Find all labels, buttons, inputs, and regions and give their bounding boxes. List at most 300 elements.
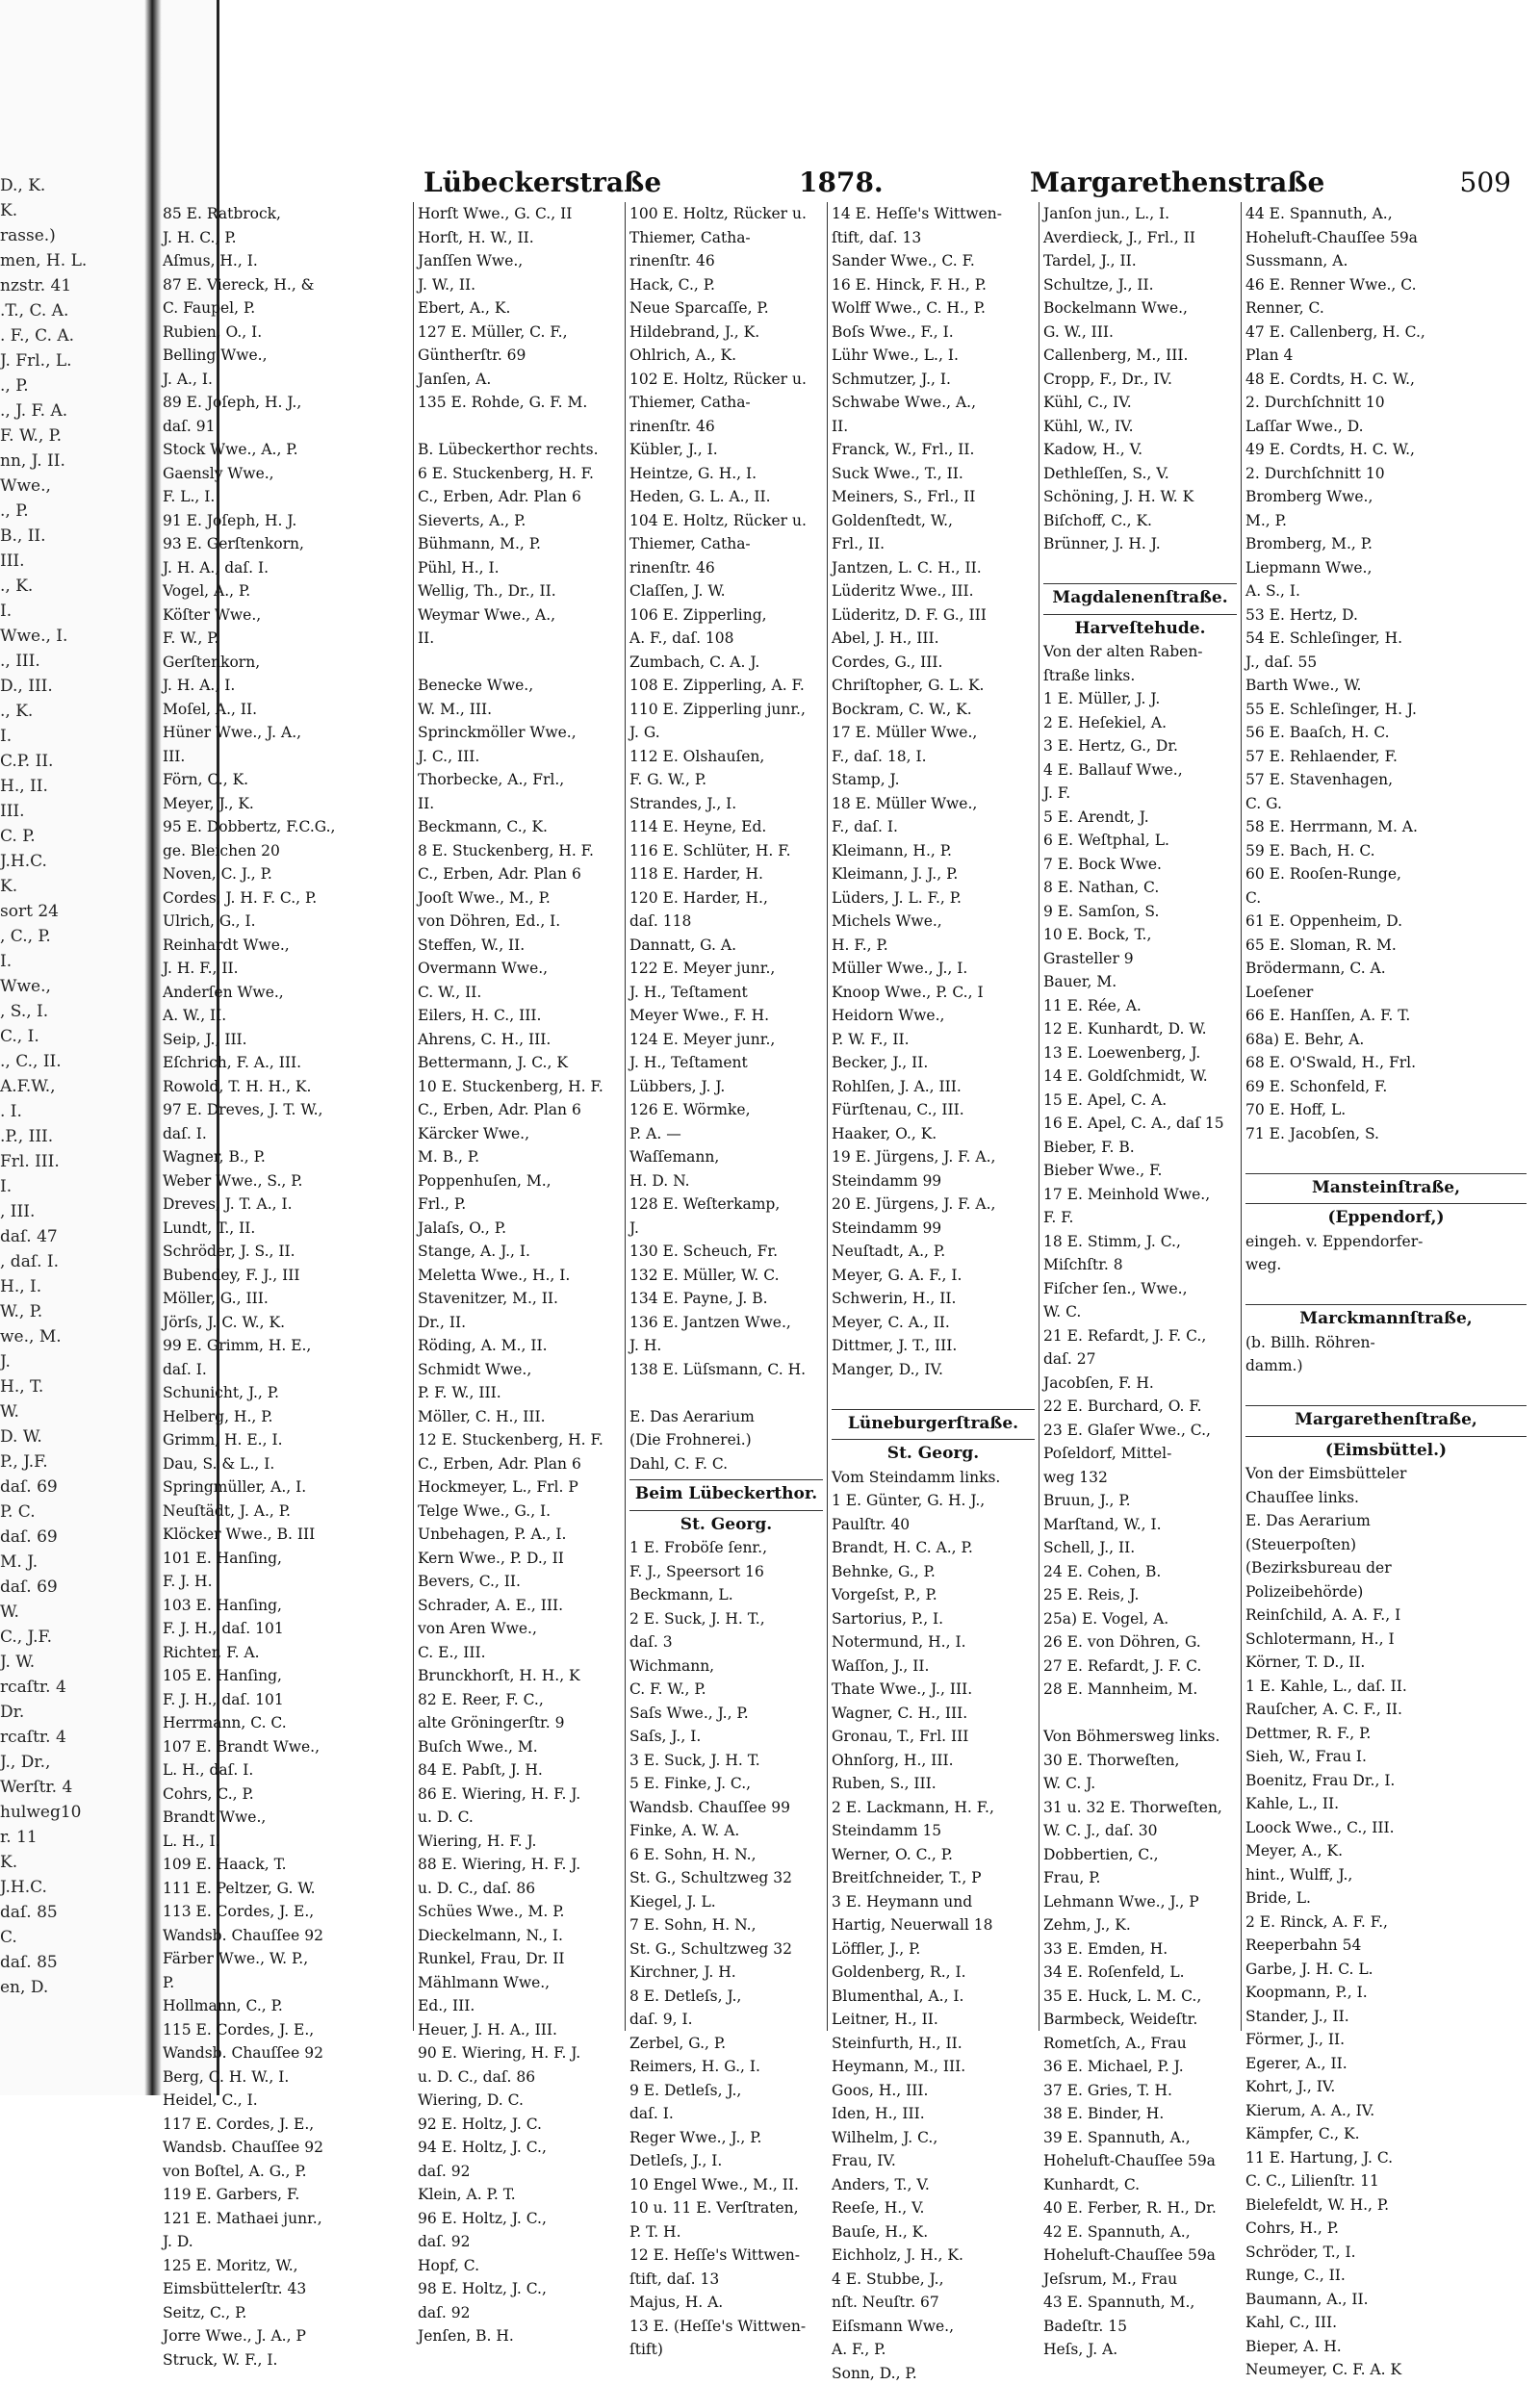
directory-entry: 89 E. Joſeph, H. J., xyxy=(163,391,409,415)
directory-entry: 27 E. Refardt, J. F. C. xyxy=(1043,1654,1237,1679)
directory-entry: 20 E. Jürgens, J. F. A., xyxy=(832,1192,1035,1217)
directory-entry: 24 E. Cohen, B. xyxy=(1043,1560,1237,1584)
directory-entry: Thiemer, Catha- xyxy=(629,532,823,556)
directory-entry: Schmidt Wwe., xyxy=(418,1358,621,1382)
directory-entry: 8 E. Detleſs, J., xyxy=(629,1985,823,2009)
directory-entry: Meyer, J., K. xyxy=(163,792,409,816)
directory-entry: Brandt Wwe., xyxy=(163,1806,409,1830)
directory-entry: A. W., II. xyxy=(163,1004,409,1028)
directory-entry: Buſch Wwe., M. xyxy=(418,1735,621,1759)
directory-entry: II. xyxy=(418,792,621,816)
directory-entry: 122 E. Meyer junr., xyxy=(629,957,823,981)
directory-entry: J. xyxy=(629,1217,823,1241)
directory-entry: J. G. xyxy=(629,721,823,745)
directory-entry: Kühl, W., IV. xyxy=(1043,415,1237,439)
directory-entry: Laſſar Wwe., D. xyxy=(1245,415,1527,439)
directory-entry: 16 E. Apel, C. A., daſ 15 xyxy=(1043,1112,1237,1136)
directory-entry: Stander, J., II. xyxy=(1245,2005,1527,2029)
directory-entry: H. D. N. xyxy=(629,1169,823,1193)
directory-entry: Heuer, J. H. A., III. xyxy=(418,2018,621,2042)
directory-entry: 101 E. Hanſing, xyxy=(163,1547,409,1571)
column-5 xyxy=(1040,202,1242,2031)
directory-entry: 127 E. Müller, C. F., xyxy=(418,321,621,345)
directory-entry xyxy=(418,651,621,675)
directory-entry: 12 E. Kunhardt, D. W. xyxy=(1043,1017,1237,1041)
directory-entry: J. A., I. xyxy=(163,368,409,392)
directory-entry: C., Erben, Adr. Plan 6 xyxy=(418,485,621,509)
directory-entry: Cordes, J. H. F. C., P. xyxy=(163,886,409,910)
directory-entry: Kirchner, J. H. xyxy=(629,1961,823,1985)
directory-entry: Schües Wwe., M. P. xyxy=(418,1900,621,1924)
directory-entry: Seip, J., III. xyxy=(163,1028,409,1052)
directory-entry: 30 E. Thorweſten, xyxy=(1043,1749,1237,1773)
directory-entry: ſtraße links. xyxy=(1043,664,1237,688)
directory-entry: 102 E. Holtz, Rücker u. xyxy=(629,368,823,392)
directory-entry xyxy=(832,1381,1035,1405)
header-street-left: Lübeckerstraße xyxy=(424,167,661,198)
directory-entry: 115 E. Cordes, J. E., xyxy=(163,2018,409,2042)
directory-entry: Sander Wwe., C. F. xyxy=(832,249,1035,273)
directory-entry: 135 E. Rohde, G. F. M. xyxy=(418,391,621,415)
directory-entry: Loock Wwe., C., III. xyxy=(1245,1816,1527,1840)
directory-entry: Garbe, J. H. C. L. xyxy=(1245,1958,1527,1982)
directory-entry: M., P. xyxy=(1245,509,1527,533)
directory-entry: 118 E. Harder, H. xyxy=(629,862,823,886)
directory-entry: 126 E. Wörmke, xyxy=(629,1098,823,1122)
directory-entry: Grasteller 9 xyxy=(1043,947,1237,971)
directory-entry: 108 E. Zipperling, A. F. xyxy=(629,674,823,698)
directory-entry: Runge, C., II. xyxy=(1245,2264,1527,2288)
directory-entry: B. Lübeckerthor rechts. xyxy=(418,438,621,462)
directory-entry: Boſs Wwe., F., I. xyxy=(832,321,1035,345)
directory-entry: Leitner, H., II. xyxy=(832,2008,1035,2032)
directory-entry: 120 E. Harder, H., xyxy=(629,886,823,910)
directory-entry: ſtift, daſ. 13 xyxy=(832,226,1035,250)
directory-entry: J. C., III. xyxy=(418,745,621,769)
directory-entry: Grimm, H. E., I. xyxy=(163,1428,409,1452)
directory-entry: Bubendey, F. J., III xyxy=(163,1264,409,1288)
directory-entry: Bauſe, H., K. xyxy=(832,2220,1035,2244)
directory-entry: J. H. F., II. xyxy=(163,957,409,981)
directory-entry: Beckmann, L. xyxy=(629,1583,823,1607)
directory-entry xyxy=(1245,1378,1527,1402)
directory-entry: W. C. xyxy=(1043,1300,1237,1324)
directory-entry: Gerſtenkorn, xyxy=(163,651,409,675)
directory-entry: 66 E. Hanſſen, A. F. T. xyxy=(1245,1004,1527,1028)
directory-entry: Steindamm 99 xyxy=(832,1217,1035,1241)
directory-entry: Möller, C. H., III. xyxy=(418,1405,621,1429)
directory-entry: 116 E. Schlüter, H. F. xyxy=(629,839,823,863)
directory-entry: 86 E. Wiering, H. F. J. xyxy=(418,1782,621,1807)
directory-entry: F. F. xyxy=(1043,1206,1237,1230)
directory-entry: P. W. F., II. xyxy=(832,1028,1035,1052)
directory-entry: Anderſen Wwe., xyxy=(163,981,409,1005)
directory-entry: daſ. 92 xyxy=(418,2301,621,2325)
directory-entry: 33 E. Emden, H. xyxy=(1043,1937,1237,1962)
directory-entry: Aſmus, H., I. xyxy=(163,249,409,273)
directory-entry: Goldenſtedt, W., xyxy=(832,509,1035,533)
directory-entry: 43 E. Spannuth, M., xyxy=(1043,2291,1237,2315)
directory-entry: II. xyxy=(832,415,1035,439)
directory-entry: 109 E. Haack, T. xyxy=(163,1853,409,1877)
directory-entry: Hoheluft-Chauſſee 59a xyxy=(1043,2149,1237,2173)
directory-entry: weg 132 xyxy=(1043,1466,1237,1490)
directory-entry: Von Böhmersweg links. xyxy=(1043,1725,1237,1749)
directory-entry: Barmbeck, Weideſtr. xyxy=(1043,2008,1237,2032)
directory-entry: daſ. 27 xyxy=(1043,1347,1237,1372)
directory-entry: 119 E. Garbers, F. xyxy=(163,2183,409,2207)
directory-entry: Janſſen Wwe., xyxy=(418,249,621,273)
directory-entry: 8 E. Nathan, C. xyxy=(1043,876,1237,900)
directory-entry: Bettermann, J. C., K xyxy=(418,1051,621,1075)
directory-entry: Beckmann, C., K. xyxy=(418,815,621,839)
directory-entry: Averdieck, J., Frl., II xyxy=(1043,226,1237,250)
directory-entry: 82 E. Reer, F. C., xyxy=(418,1688,621,1712)
directory-entry: J. H. xyxy=(629,1334,823,1358)
directory-entry: rinenſtr. 46 xyxy=(629,249,823,273)
directory-entry: damm.) xyxy=(1245,1354,1527,1378)
directory-entry: 6 E. Stuckenberg, H. F. xyxy=(418,462,621,486)
directory-entry: Herrmann, C. C. xyxy=(163,1711,409,1735)
previous-page-fragments: D., K. K. rasse.) men, H. L. nzstr. 41 .T., C. A. . F., C. A. J. Frl., L. ., P. ., J. F. A. F. W., P. nn, J. II. Wwe., ., P. B., II. III. ., K. I. Wwe., I. ., III. D., III. ., K. I. C.P. II. H., II. III. C. P. J.H.C. K. sort 24 , C., P. I. Wwe., , S., I. C., I. ., C., II. A.F.W., . I. .P., III. Frl. III. I. , III. daſ. 47 , daſ. I. H., I. W., P. we., M. J. H., T. W. D. W. P., J.F. daſ. 69 P. C. daſ. 69 M. J. daſ. 69 W. C., J.F. J. W. rcaſtr. 4 Dr. rcaſtr. 4 J., Dr., Werſtr. 4 hulweg10 r. 11 K. J.H.C. daſ. 85 C. daſ. 85 en, D. xyxy=(0,173,140,2000)
directory-entry: (Eppendorf,) xyxy=(1245,1203,1527,1230)
directory-entry: Rubien, O., I. xyxy=(163,321,409,345)
directory-entry: 114 E. Heyne, Ed. xyxy=(629,815,823,839)
directory-entry: Bride, L. xyxy=(1245,1886,1527,1911)
directory-entry: F. W., P. xyxy=(163,627,409,651)
directory-entry: Lundt, T., II. xyxy=(163,1217,409,1241)
directory-entry: Färber Wwe., W. P., xyxy=(163,1947,409,1971)
directory-entry: von Aren Wwe., xyxy=(418,1617,621,1641)
directory-entry: St. Georg. xyxy=(629,1510,823,1537)
directory-columns xyxy=(159,202,1530,2031)
directory-entry: Schell, J., II. xyxy=(1043,1536,1237,1560)
column-2 xyxy=(414,202,626,2031)
directory-entry: J. H., Teſtament xyxy=(629,981,823,1005)
directory-entry: Jorre Wwe., J. A., P xyxy=(163,2324,409,2348)
directory-entry: 112 E. Olshauſen, xyxy=(629,745,823,769)
directory-entry: 59 E. Bach, H. C. xyxy=(1245,839,1527,863)
column-3 xyxy=(626,202,828,2031)
directory-entry: 2 E. Suck, J. H. T., xyxy=(629,1607,823,1631)
directory-entry: daſ. 9, I. xyxy=(629,2008,823,2032)
directory-entry: 92 E. Holtz, J. C. xyxy=(418,2113,621,2137)
directory-entry: Meyer, C. A., II. xyxy=(832,1311,1035,1335)
directory-entry: 1 E. Müller, J. J. xyxy=(1043,687,1237,711)
directory-entry: Chriſtopher, G. L. K. xyxy=(832,674,1035,698)
directory-entry: Thate Wwe., J., III. xyxy=(832,1678,1035,1702)
directory-entry: 2 E. Lackmann, H. F., xyxy=(832,1796,1035,1820)
directory-entry: 13 E. (Heſſe's Wittwen- xyxy=(629,2315,823,2339)
directory-entry: 87 E. Viereck, H., & xyxy=(163,273,409,297)
directory-entry: Pühl, H., I. xyxy=(418,556,621,580)
directory-entry: Schultze, J., II. xyxy=(1043,273,1237,297)
directory-entry: Paulſtr. 40 xyxy=(832,1513,1035,1537)
directory-entry: Schöning, J. H. W. K xyxy=(1043,485,1237,509)
directory-entry: 3 E. Suck, J. H. T. xyxy=(629,1749,823,1773)
directory-entry: Neuſtädt, J. A., P. xyxy=(163,1500,409,1524)
directory-entry: Dreves, J. T. A., I. xyxy=(163,1192,409,1217)
directory-entry: Frl., P. xyxy=(418,1192,621,1217)
directory-entry: 19 E. Jürgens, J. F. A., xyxy=(832,1145,1035,1169)
directory-entry: J. H., Teſtament xyxy=(629,1051,823,1075)
directory-entry: C. xyxy=(1245,886,1527,910)
directory-entry: Berg, C. H. W., I. xyxy=(163,2065,409,2090)
directory-entry: 5 E. Finke, J. C., xyxy=(629,1772,823,1796)
directory-entry: Breitſchneider, T., P xyxy=(832,1866,1035,1890)
page-number: 509 xyxy=(1460,167,1511,198)
directory-entry: Zehm, J., K. xyxy=(1043,1913,1237,1937)
directory-entry: Polizeibehörde) xyxy=(1245,1580,1527,1604)
directory-entry: 98 E. Holtz, J. C., xyxy=(418,2277,621,2301)
directory-page xyxy=(424,159,1511,2036)
directory-entry: 26 E. von Döhren, G. xyxy=(1043,1630,1237,1654)
header-year: 1878. xyxy=(799,167,884,198)
directory-entry: Marckmannſtraße, xyxy=(1245,1304,1527,1331)
directory-entry: Noven, C. J., P. xyxy=(163,862,409,886)
directory-entry: C. C., Lilienſtr. 11 xyxy=(1245,2169,1527,2193)
directory-entry: 22 E. Burchard, O. F. xyxy=(1043,1395,1237,1419)
directory-entry: Heſs, J. A. xyxy=(1043,2338,1237,2362)
directory-entry: Dittmer, J. T., III. xyxy=(832,1334,1035,1358)
directory-entry: P. F. W., III. xyxy=(418,1381,621,1405)
directory-entry: Steindamm 15 xyxy=(832,1819,1035,1843)
directory-entry: Rometſch, A., Frau xyxy=(1043,2032,1237,2056)
directory-entry: A. S., I. xyxy=(1245,579,1527,603)
column-6 xyxy=(1242,202,1530,2031)
directory-entry: J. H. A., I. xyxy=(163,674,409,698)
directory-entry: ge. Bleichen 20 xyxy=(163,839,409,863)
directory-entry: Frau, P. xyxy=(1043,1866,1237,1890)
directory-entry: 88 E. Wiering, H. F. J. xyxy=(418,1853,621,1877)
directory-entry: F. J., Speersort 16 xyxy=(629,1560,823,1584)
directory-entry: Kadow, H., V. xyxy=(1043,438,1237,462)
directory-entry: 15 E. Apel, C. A. xyxy=(1043,1089,1237,1113)
directory-entry: Vogel, A., P. xyxy=(163,579,409,603)
directory-entry: Jeſsrum, M., Frau xyxy=(1043,2268,1237,2292)
directory-entry: 31 u. 32 E. Thorweſten, xyxy=(1043,1796,1237,1820)
directory-entry: Poppenhuſen, M., xyxy=(418,1169,621,1193)
directory-entry: Dobbertien, C., xyxy=(1043,1843,1237,1867)
directory-entry: 9 E. Detleſs, J., xyxy=(629,2079,823,2103)
directory-entry: 138 E. Lüſsmann, C. H. xyxy=(629,1358,823,1382)
directory-entry: Reinſchild, A. A. F., I xyxy=(1245,1603,1527,1628)
directory-entry: daſ. 91 xyxy=(163,415,409,439)
directory-entry: eingeh. v. Eppendorfer- xyxy=(1245,1230,1527,1254)
directory-entry: Röding, A. M., II. xyxy=(418,1334,621,1358)
directory-entry: Kärcker Wwe., xyxy=(418,1122,621,1146)
directory-entry: H. F., P. xyxy=(832,934,1035,958)
directory-entry: Reeperbahn 54 xyxy=(1245,1934,1527,1958)
directory-entry: Kohrt, J., IV. xyxy=(1245,2075,1527,2099)
directory-entry: daſ. I. xyxy=(163,1122,409,1146)
directory-entry: Mansteinſtraße, xyxy=(1245,1173,1527,1200)
directory-entry: Lehmann Wwe., J., P xyxy=(1043,1890,1237,1914)
directory-entry: 17 E. Müller Wwe., xyxy=(832,721,1035,745)
directory-entry: Brünner, J. H. J. xyxy=(1043,532,1237,556)
directory-entry: 1 E. Froböſe ſenr., xyxy=(629,1536,823,1560)
directory-entry: 10 E. Stuckenberg, H. F. xyxy=(418,1075,621,1099)
directory-entry: Iden, H., III. xyxy=(832,2102,1035,2126)
directory-entry: Von der Eimsbütteler xyxy=(1245,1462,1527,1486)
directory-entry: Bieper, A. H. xyxy=(1245,2335,1527,2359)
directory-entry: Notermund, H., I. xyxy=(832,1630,1035,1654)
directory-entry: Steffen, W., II. xyxy=(418,934,621,958)
directory-entry: 42 E. Spannuth, A., xyxy=(1043,2220,1237,2244)
directory-entry: 69 E. Schonfeld, F. xyxy=(1245,1075,1527,1099)
directory-entry: ſtift) xyxy=(629,2338,823,2362)
directory-entry: Hockmeyer, L., Frl. P xyxy=(418,1475,621,1500)
directory-entry: Schröder, T., I. xyxy=(1245,2241,1527,2265)
directory-entry: C. F. W., P. xyxy=(629,1678,823,1702)
directory-entry: Jalaſs, O., P. xyxy=(418,1217,621,1241)
directory-entry: 46 E. Renner Wwe., C. xyxy=(1245,273,1527,297)
directory-entry: 113 E. Cordes, J. E., xyxy=(163,1900,409,1924)
directory-entry: 3 E. Hertz, G., Dr. xyxy=(1043,734,1237,758)
directory-entry: 93 E. Gerſtenkorn, xyxy=(163,532,409,556)
directory-entry: 2. Durchſchnitt 10 xyxy=(1245,391,1527,415)
directory-entry: 17 E. Meinhold Wwe., xyxy=(1043,1183,1237,1207)
directory-entry: Neuſtadt, A., P. xyxy=(832,1240,1035,1264)
directory-entry: nſt. Neuſtr. 67 xyxy=(832,2291,1035,2315)
directory-entry: P. T. H. xyxy=(629,2220,823,2244)
directory-entry: 44 E. Spannuth, A., xyxy=(1245,202,1527,226)
directory-entry: 97 E. Dreves, J. T. W., xyxy=(163,1098,409,1122)
directory-entry: Behnke, G., P. xyxy=(832,1560,1035,1584)
directory-entry: 9 E. Samſon, S. xyxy=(1043,900,1237,924)
directory-entry: F. L., I. xyxy=(163,485,409,509)
directory-entry: Strandes, J., I. xyxy=(629,792,823,816)
directory-entry: Boenitz, Frau Dr., I. xyxy=(1245,1769,1527,1793)
directory-entry: Becker, J., II. xyxy=(832,1051,1035,1075)
directory-entry: 84 E. Pabſt, J. H. xyxy=(418,1758,621,1782)
directory-entry: 57 E. Stavenhagen, xyxy=(1245,768,1527,792)
directory-entry: Barth Wwe., W. xyxy=(1245,674,1527,698)
directory-entry: Knoop Wwe., P. C., I xyxy=(832,981,1035,1005)
directory-entry: 1 E. Kahle, L., daſ. II. xyxy=(1245,1675,1527,1699)
directory-entry: Kierum, A. A., IV. xyxy=(1245,2099,1527,2123)
directory-entry: Heden, G. L. A., II. xyxy=(629,485,823,509)
directory-entry: Kiegel, J. L. xyxy=(629,1890,823,1914)
directory-entry: Wilhelm, J. C., xyxy=(832,2126,1035,2150)
directory-entry: 1 E. Günter, G. H. J., xyxy=(832,1489,1035,1513)
directory-entry: Hollmann, C., P. xyxy=(163,1994,409,2018)
directory-entry: Wiering, D. C. xyxy=(418,2089,621,2113)
directory-entry: daſ. 3 xyxy=(629,1630,823,1654)
directory-entry: Hüner Wwe., J. A., xyxy=(163,721,409,745)
directory-entry: Sprinckmöller Wwe., xyxy=(418,721,621,745)
directory-entry: 100 E. Holtz, Rücker u. xyxy=(629,202,823,226)
directory-entry: St. Georg. xyxy=(832,1439,1035,1466)
directory-entry: Wichmann, xyxy=(629,1654,823,1679)
directory-entry: Weber Wwe., S., P. xyxy=(163,1169,409,1193)
directory-entry: Reeſe, H., V. xyxy=(832,2196,1035,2220)
directory-entry: Mählmann Wwe., xyxy=(418,1971,621,1995)
directory-entry: P. A. — xyxy=(629,1122,823,1146)
directory-entry: Gaensly Wwe., xyxy=(163,462,409,486)
directory-entry: 99 E. Grimm, H. E., xyxy=(163,1334,409,1358)
directory-entry: (Eimsbüttel.) xyxy=(1245,1436,1527,1463)
directory-entry: u. D. C., daſ. 86 xyxy=(418,2065,621,2090)
directory-entry: Michels Wwe., xyxy=(832,910,1035,934)
directory-entry: Reimers, H. G., I. xyxy=(629,2055,823,2079)
directory-entry xyxy=(1043,1702,1237,1726)
header-street-right: Margarethenstraße xyxy=(1030,167,1324,198)
directory-entry: II. xyxy=(418,627,621,651)
directory-entry: Cohrs, H., P. xyxy=(1245,2217,1527,2241)
directory-entry: F. G. W., P. xyxy=(629,768,823,792)
directory-entry: F. J. H. xyxy=(163,1570,409,1594)
directory-entry: Abel, J. H., III. xyxy=(832,627,1035,651)
directory-entry: Sartorius, P., I. xyxy=(832,1607,1035,1631)
directory-entry: alte Gröningerſtr. 9 xyxy=(418,1711,621,1735)
directory-entry: Meyer Wwe., F. H. xyxy=(629,1004,823,1028)
directory-entry: Rohlſen, J. A., III. xyxy=(832,1075,1035,1099)
directory-entry: Kübler, J., I. xyxy=(629,438,823,462)
directory-entry: Suck Wwe., T., II. xyxy=(832,462,1035,486)
directory-entry: Lüders, J. L. F., P. xyxy=(832,886,1035,910)
directory-entry: Beim Lübeckerthor. xyxy=(629,1479,823,1506)
directory-entry: 132 E. Müller, W. C. xyxy=(629,1264,823,1288)
directory-entry: 61 E. Oppenheim, D. xyxy=(1245,910,1527,934)
directory-entry: 5 E. Arendt, J. xyxy=(1043,806,1237,830)
running-header xyxy=(424,159,1511,207)
directory-entry: L. H., I. xyxy=(163,1830,409,1854)
directory-entry: Eilers, H. C., III. xyxy=(418,1004,621,1028)
directory-entry: Detleſs, J., I. xyxy=(629,2149,823,2173)
directory-entry: Cohrs, C., P. xyxy=(163,1782,409,1807)
directory-entry: Förmer, J., II. xyxy=(1245,2028,1527,2052)
directory-entry: 95 E. Dobbertz, F.C.G., xyxy=(163,815,409,839)
directory-entry: Möller, G., III. xyxy=(163,1287,409,1311)
directory-entry: Ebert, A., K. xyxy=(418,296,621,321)
directory-entry: 37 E. Gries, T. H. xyxy=(1043,2079,1237,2103)
directory-entry: weg. xyxy=(1245,1253,1527,1277)
directory-entry: Wiering, H. F. J. xyxy=(418,1830,621,1854)
directory-entry: Schwabe Wwe., A., xyxy=(832,391,1035,415)
directory-entry: Waſſon, J., II. xyxy=(832,1654,1035,1679)
directory-entry: Frau, IV. xyxy=(832,2149,1035,2173)
directory-entry: Von der alten Raben- xyxy=(1043,640,1237,664)
directory-entry: 110 E. Zipperling junr., xyxy=(629,698,823,722)
directory-entry: Heidorn Wwe., xyxy=(832,1004,1035,1028)
directory-entry: Janſon jun., L., I. xyxy=(1043,202,1237,226)
directory-entry: daſ. 92 xyxy=(418,2160,621,2184)
directory-entry: Dau, S. & L., I. xyxy=(163,1452,409,1476)
directory-entry: Jantzen, L. C. H., II. xyxy=(832,556,1035,580)
directory-entry: hint., Wulff, J., xyxy=(1245,1863,1527,1887)
directory-entry: Telge Wwe., G., I. xyxy=(418,1500,621,1524)
directory-entry: Baumann, A., II. xyxy=(1245,2288,1527,2312)
directory-entry: Bauer, M. xyxy=(1043,970,1237,994)
directory-entry: 38 E. Binder, H. xyxy=(1043,2102,1237,2126)
directory-entry: 4 E. Ballauf Wwe., xyxy=(1043,758,1237,782)
directory-entry: P. xyxy=(163,1971,409,1995)
directory-entry: 55 E. Schleſinger, H. J. xyxy=(1245,698,1527,722)
directory-entry: Stock Wwe., A., P. xyxy=(163,438,409,462)
directory-entry: Jörſs, J. C. W., K. xyxy=(163,1311,409,1335)
directory-entry: W. C. J., daſ. 30 xyxy=(1043,1819,1237,1843)
directory-entry: C. W., II. xyxy=(418,981,621,1005)
directory-entry: J. H. A., daſ. I. xyxy=(163,556,409,580)
directory-entry: Moſel, A., II. xyxy=(163,698,409,722)
directory-entry: Müller Wwe., J., I. xyxy=(832,957,1035,981)
directory-entry: Eichholz, J. H., K. xyxy=(832,2244,1035,2268)
directory-entry: 25 E. Reis, J. xyxy=(1043,1583,1237,1607)
directory-entry: Saſs Wwe., J., P. xyxy=(629,1702,823,1726)
directory-entry: 3 E. Heymann und xyxy=(832,1890,1035,1914)
directory-entry: (b. Billh. Röhren- xyxy=(1245,1331,1527,1355)
